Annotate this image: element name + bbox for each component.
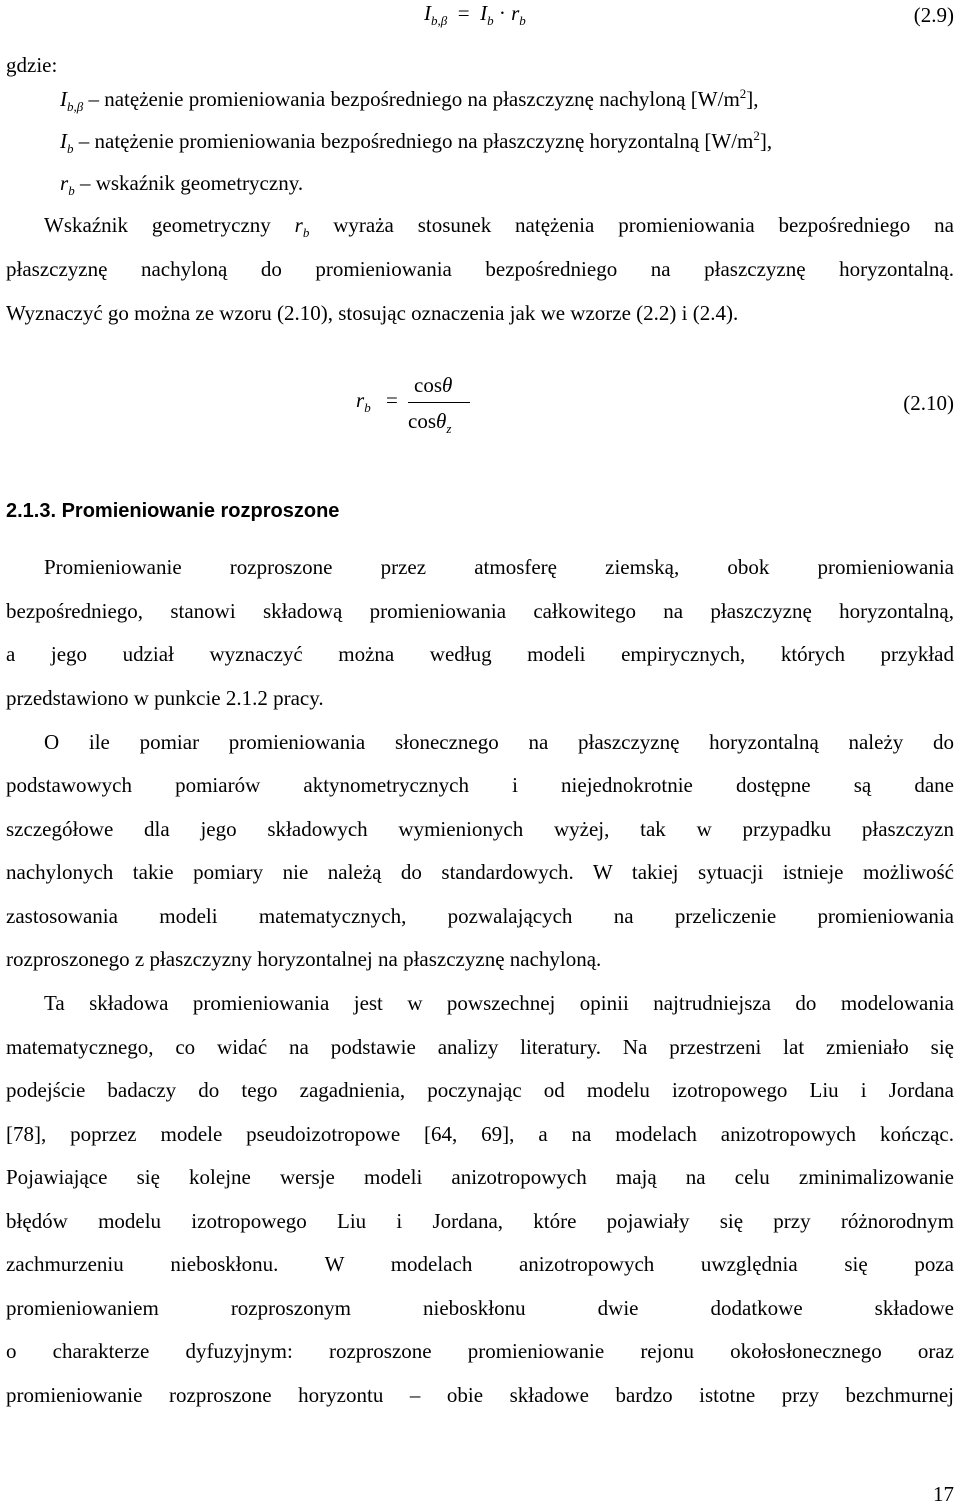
paragraph-line: błędów modelu izotropowego Liu i Jordana, które pojawiały się przy różnorodnym bbox=[6, 1209, 954, 1233]
paragraph-line: rozproszonego z płaszczyzny horyzontalnej na płaszczyznę nachyloną. bbox=[6, 947, 602, 971]
paragraph-line: szczegółowe dla jego składowych wymienionych wyżej, tak w przypadku płaszczyzn bbox=[6, 817, 954, 841]
def-sup: 2 bbox=[739, 86, 747, 101]
paragraph-line: przedstawiono w punkcie 2.1.2 pracy. bbox=[6, 686, 324, 710]
def-tail: ], bbox=[746, 87, 759, 111]
paragraph-line: Ta składowa promieniowania jest w powszechnej opinii najtrudniejsza do modelowania bbox=[44, 991, 954, 1015]
paragraph-line: a jego udział wyznaczyć można według modeli empirycznych, których przykład bbox=[6, 642, 954, 666]
def-symbol: I bbox=[60, 129, 67, 153]
paragraph-line: zachmurzeniu nieboskłonu. W modelach anizotropowych uwzględnia się poza bbox=[6, 1252, 954, 1276]
paragraph-line: O ile pomiar promieniowania słonecznego na płaszczyznę horyzontalną należy do bbox=[44, 730, 954, 754]
eq210-denominator bbox=[408, 408, 452, 437]
eq210-fraction-bar bbox=[408, 402, 470, 403]
eq29-rhs1-symbol: I bbox=[480, 1, 488, 25]
equation-2-9 bbox=[424, 0, 526, 29]
para1-line-1 bbox=[44, 212, 954, 241]
eq29-equals: = bbox=[457, 1, 470, 25]
eq29-rhs2-symbol: r bbox=[511, 1, 520, 25]
paragraph-line: Pojawiające się kolejne wersje modeli anizotropowych mają na celu zminimalizowanie bbox=[6, 1165, 954, 1189]
where-label: gdzie: bbox=[6, 53, 58, 77]
section-heading: 2.1.3. Promieniowanie rozproszone bbox=[6, 500, 340, 522]
paragraph-line: podstawowych pomiarów aktynometrycznych i niejednokrotnie dostępne są dane bbox=[6, 773, 954, 797]
eq29-rhs2-subscript: b bbox=[519, 13, 526, 29]
def-text: – natężenie promieniowania bezpośredniego na płaszczyznę horyzontalną [W/m bbox=[73, 129, 754, 153]
definition-rb bbox=[60, 170, 954, 199]
eq29-lhs-subscript: b,β bbox=[431, 13, 448, 29]
page-number: 17 bbox=[933, 1482, 954, 1506]
eq210-den-symbol: θ bbox=[436, 409, 447, 433]
def-symbol: r bbox=[60, 171, 69, 195]
def-subscript: b,β bbox=[67, 99, 84, 115]
def-text: – natężenie promieniowania bezpośredniego na płaszczyznę nachyloną [W/m bbox=[83, 87, 740, 111]
eq210-den-subscript: z bbox=[446, 421, 452, 437]
paragraph-line: Promieniowanie rozproszone przez atmosferę ziemską, obok promieniowania bbox=[44, 555, 954, 579]
eq210-num-symbol: θ bbox=[442, 373, 453, 397]
eq210-den-func: cos bbox=[408, 409, 436, 433]
para1-text-b: wyraża stosunek natężenia promieniowania bezpośredniego na bbox=[309, 213, 954, 237]
eq210-num-func: cos bbox=[414, 373, 442, 397]
paragraph-line: [78], poprzez modele pseudoizotropowe [64, 69], a na modelach anizotropowych kończąc. bbox=[6, 1122, 954, 1146]
para1-text-a: Wskaźnik geometryczny bbox=[44, 213, 295, 237]
def-tail: ], bbox=[759, 129, 773, 153]
def-sup: 2 bbox=[753, 128, 760, 143]
paragraph-line: matematycznego, co widać na podstawie analizy literatury. Na przestrzeni lat zmieniało się bbox=[6, 1035, 954, 1059]
paragraph-line: nachylonych takie pomiary nie należą do standardowych. W takiej sytuacji istnieje możliwość bbox=[6, 860, 954, 884]
def-text: – wskaźnik geometryczny. bbox=[74, 171, 304, 195]
eq210-number: (2.10) bbox=[903, 391, 954, 415]
paragraph-line: zastosowania modeli matematycznych, pozwalających na przeliczenie promieniowania bbox=[6, 904, 954, 928]
eq210-lhs-symbol: r bbox=[356, 388, 365, 412]
para1-line-3: Wyznaczyć go można ze wzoru (2.10), stosując oznaczenia jak we wzorze (2.2) i (2.4). bbox=[6, 301, 739, 325]
eq210-equals: = bbox=[386, 388, 398, 412]
para1-symbol: r bbox=[294, 213, 303, 237]
para1-line-2: płaszczyznę nachyloną do promieniowania bezpośredniego na płaszczyznę horyzontalną. bbox=[6, 257, 954, 281]
para1-subscript: b bbox=[302, 225, 310, 241]
eq210-numerator bbox=[414, 372, 452, 398]
paragraph-line: promieniowaniem rozproszonym nieboskłonu dwie dodatkowe składowe bbox=[6, 1296, 954, 1320]
paragraph-line: podejście badaczy do tego zagadnienia, poczynając od modelu izotropowego Liu i Jordana bbox=[6, 1078, 954, 1102]
paragraph-line: bezpośredniego, stanowi składową promieniowania całkowitego na płaszczyznę horyzontalną, bbox=[6, 599, 954, 623]
paragraph-line: promieniowanie rozproszone horyzontu – obie składowe bardzo istotne przy bezchmurnej bbox=[6, 1383, 954, 1407]
eq29-number: (2.9) bbox=[913, 3, 954, 27]
def-symbol: I bbox=[60, 87, 67, 111]
eq29-dot: · bbox=[498, 1, 506, 25]
eq210-lhs-subscript: b bbox=[364, 400, 371, 416]
eq29-rhs1-subscript: b bbox=[487, 13, 494, 29]
def-subscript: b bbox=[67, 141, 74, 157]
definition-ibbeta bbox=[60, 86, 954, 115]
def-subscript: b bbox=[68, 183, 75, 199]
paragraph-line: o charakterze dyfuzyjnym: rozproszone promieniowanie rejonu okołosłonecznego oraz bbox=[6, 1339, 954, 1363]
eq29-lhs-symbol: I bbox=[424, 1, 431, 25]
definition-ib bbox=[60, 128, 954, 157]
